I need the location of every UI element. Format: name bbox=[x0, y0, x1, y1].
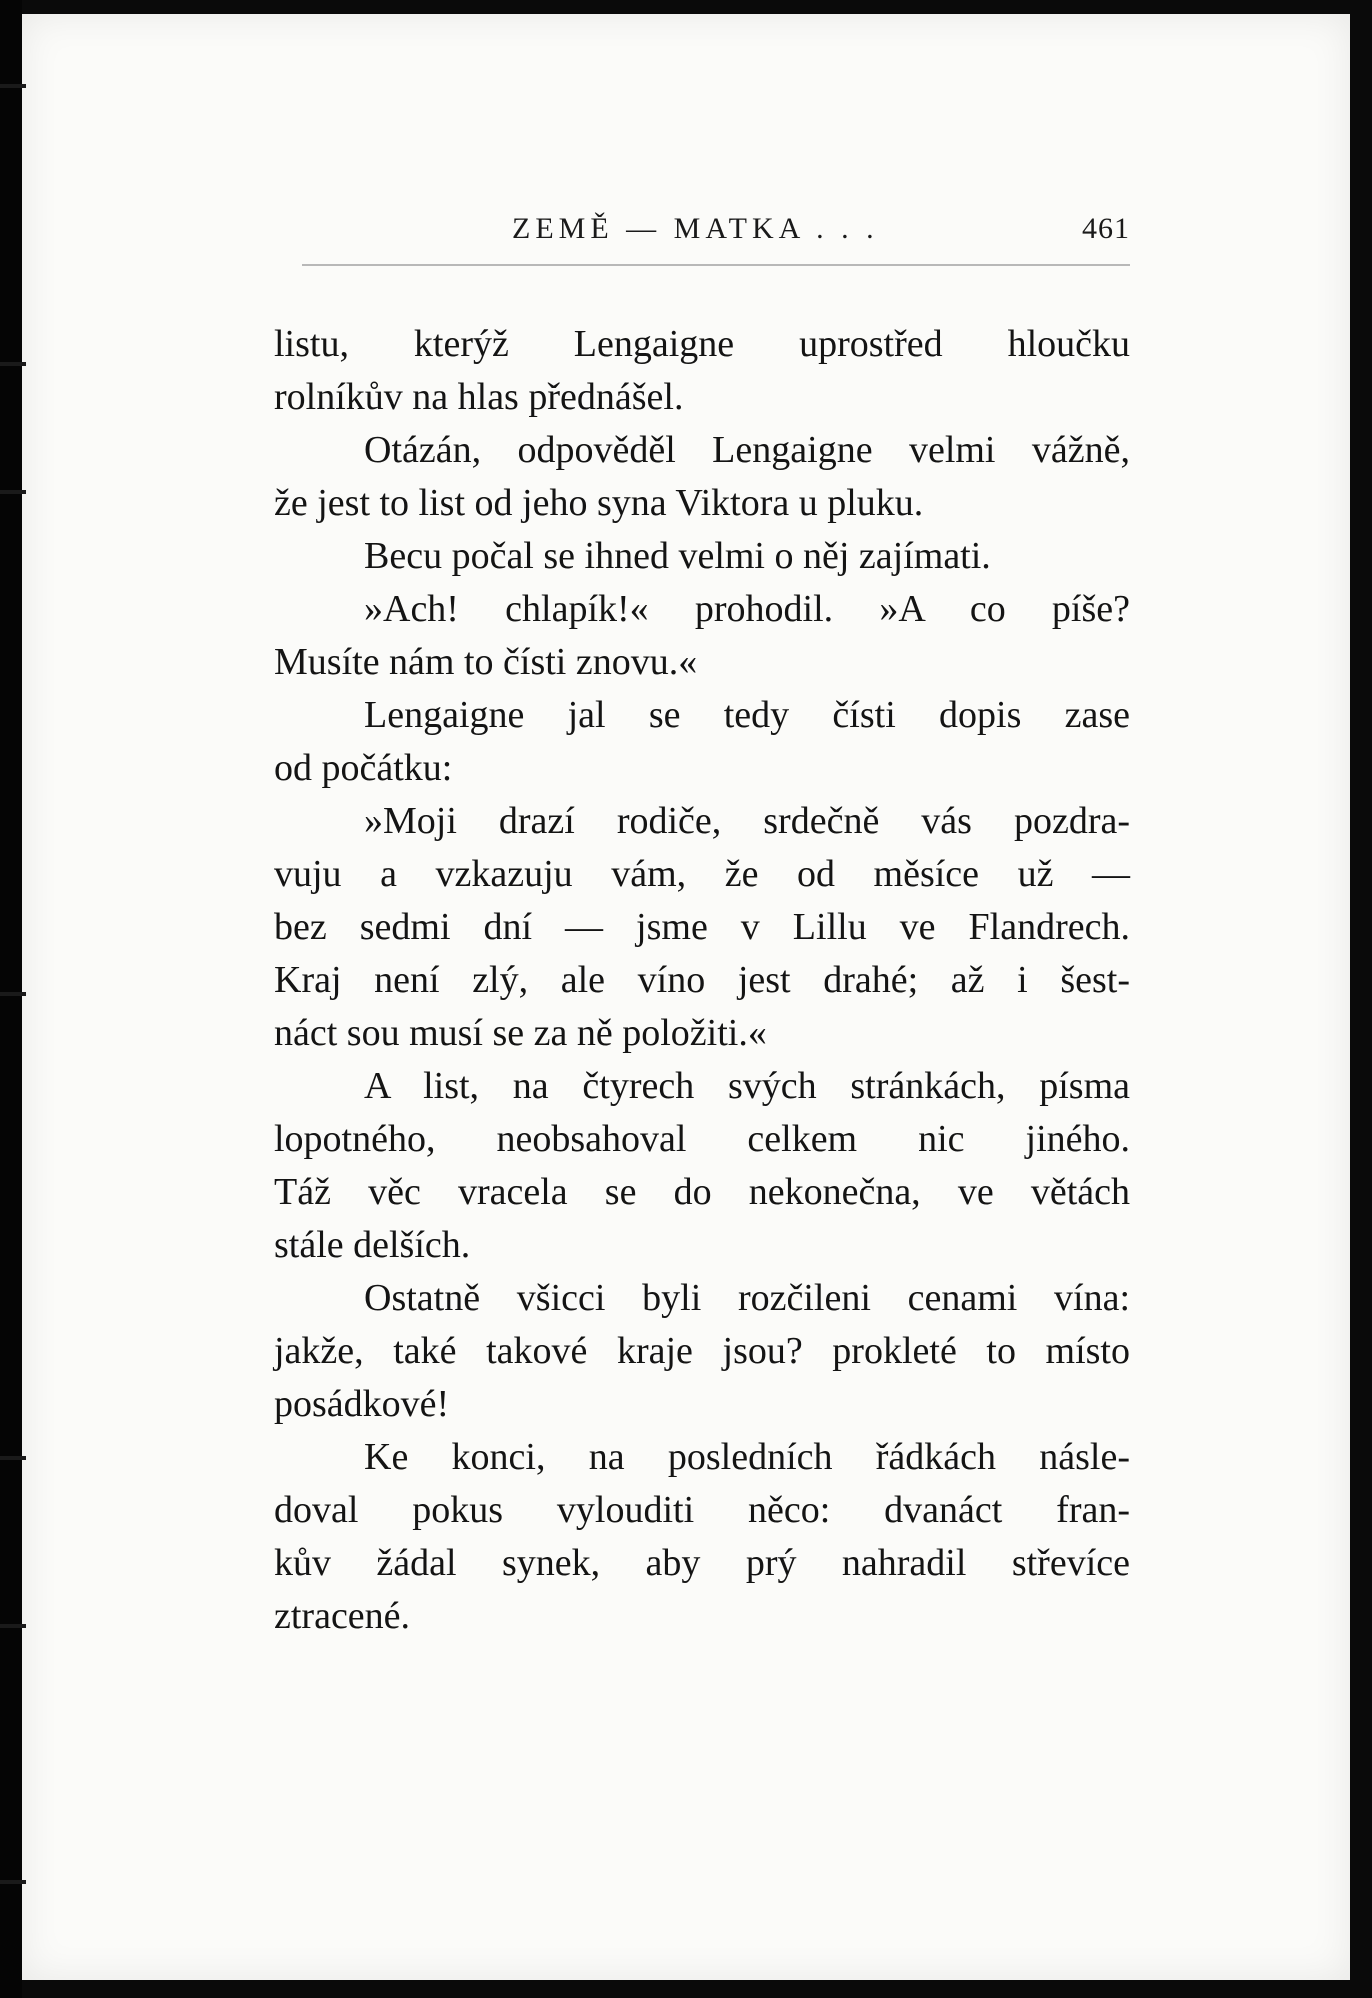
text-line: jakže, také takové kraje jsou? prokleté to místo bbox=[274, 1330, 1130, 1372]
text-line: stále delších. bbox=[274, 1224, 471, 1266]
text-line: kův žádal synek, aby prý nahradil střevíce bbox=[274, 1542, 1130, 1584]
scan-left-edge bbox=[0, 0, 22, 1998]
text-line: náct sou musí se za ně položiti.« bbox=[274, 1012, 767, 1054]
text-line: Lengaigne jal se tedy čísti dopis zase bbox=[364, 694, 1130, 736]
text-line: že jest to list od jeho syna Viktora u pluku. bbox=[274, 482, 924, 524]
text-line: rolníkův na hlas přednášel. bbox=[274, 376, 684, 418]
text-line: »Ach! chlapík!« prohodil. »A co píše? bbox=[364, 588, 1130, 630]
edge-mark bbox=[0, 490, 26, 494]
edge-mark bbox=[0, 362, 26, 366]
text-line: od počátku: bbox=[274, 747, 453, 789]
text-line: bez sedmi dní — jsme v Lillu ve Flandrech. bbox=[274, 906, 1130, 948]
text-line: Ke konci, na posledních řádkách násle- bbox=[364, 1436, 1130, 1478]
page-header bbox=[250, 212, 1130, 252]
text-line: Becu počal se ihned velmi o něj zajímati. bbox=[364, 535, 991, 577]
edge-mark bbox=[0, 84, 26, 88]
page-number: 461 bbox=[1082, 212, 1130, 245]
text-line: Táž věc vracela se do nekonečna, ve větách bbox=[274, 1171, 1130, 1213]
text-line: listu, kterýž Lengaigne uprostřed hloučku bbox=[274, 323, 1130, 365]
edge-mark bbox=[0, 1624, 26, 1628]
text-line: A list, na čtyrech svých stránkách, písma bbox=[364, 1065, 1130, 1107]
edge-mark bbox=[0, 1880, 26, 1884]
text-line: vuju a vzkazuju vám, že od měsíce už — bbox=[274, 853, 1130, 895]
text-line: doval pokus vylouditi něco: dvanáct fran- bbox=[274, 1489, 1130, 1531]
running-head: ZEMĚ — MATKA . . . bbox=[512, 212, 879, 245]
edge-mark bbox=[0, 1456, 26, 1460]
text-line: lopotného, neobsahoval celkem nic jiného. bbox=[274, 1118, 1130, 1160]
body-text bbox=[274, 318, 1130, 1643]
text-line: Otázán, odpověděl Lengaigne velmi vážně, bbox=[364, 429, 1130, 471]
text-line: Musíte nám to čísti znovu.« bbox=[274, 641, 698, 683]
text-line: posádkové! bbox=[274, 1383, 450, 1425]
header-rule bbox=[302, 264, 1130, 266]
text-line: Ostatně všicci byli rozčileni cenami vína: bbox=[364, 1277, 1130, 1319]
text-line: »Moji drazí rodiče, srdečně vás pozdra- bbox=[364, 800, 1130, 842]
text-line: Kraj není zlý, ale víno jest drahé; až i šest- bbox=[274, 959, 1130, 1001]
text-line: ztracené. bbox=[274, 1595, 411, 1637]
edge-mark bbox=[0, 992, 26, 996]
